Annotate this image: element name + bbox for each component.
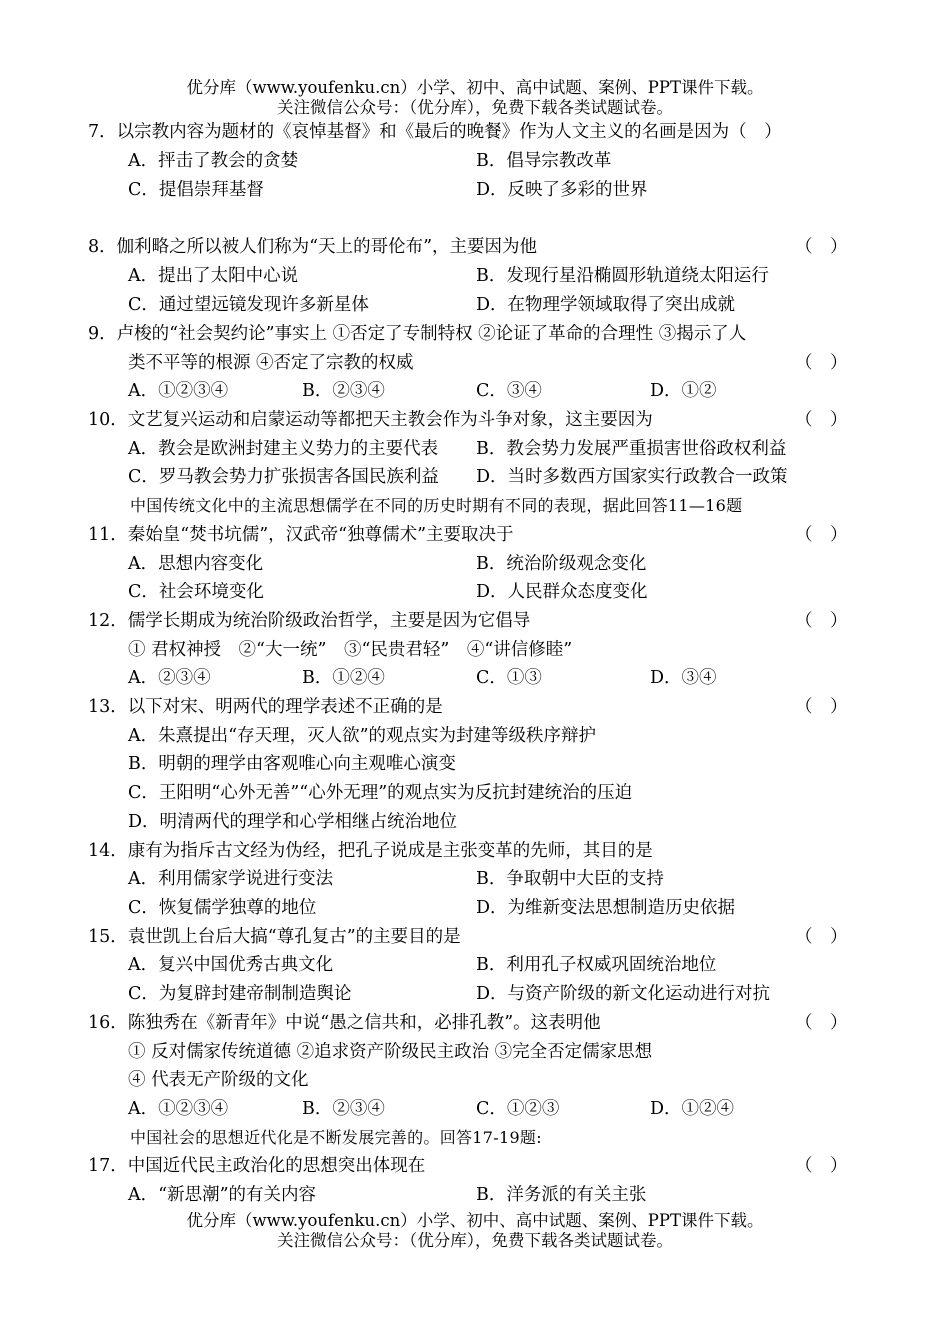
question-12-items: ① 君权神授 ②“大一统” ③“民贵君轻” ④“讲信修睦”: [128, 640, 573, 660]
question-8-answer-bracket: （ ）: [795, 237, 848, 257]
question-12-option-a: A．②③④: [128, 668, 211, 688]
question-12-option-b: B．①②④: [302, 668, 385, 688]
question-16-items-line-2: ④ 代表无产阶级的文化: [128, 1070, 309, 1090]
question-16-option-b: B．②③④: [302, 1099, 385, 1119]
question-7-stem: 7．以宗教内容为题材的《哀悼基督》和《最后的晚餐》作为人文主义的名画是因为（ ）: [88, 122, 782, 142]
question-11-stem: 11．秦始皇“焚书坑儒”，汉武帝“独尊儒术”主要取决于: [88, 525, 514, 545]
question-14-option-d: D．为维新变法思想制造历史依据: [476, 898, 736, 918]
question-10-option-d: D．当时多数西方国家实行政教合一政策: [476, 467, 788, 487]
header-line-1: 优分库（www.youfenku.cn）小学、初中、高中试题、案例、PPT课件下载。: [186, 78, 764, 97]
question-15-stem: 15．袁世凯上台后大搞“尊孔复古”的主要目的是: [88, 927, 461, 947]
question-17-option-a: A．“新思潮”的有关内容: [128, 1185, 317, 1205]
question-15-option-d: D．与资产阶级的新文化运动进行对抗: [476, 984, 771, 1004]
section-intro-17-19: 中国社会的思想近代化是不断发展完善的。回答17-19题:: [130, 1128, 542, 1147]
question-15-option-b: B．利用孔子权威巩固统治地位: [476, 955, 717, 975]
question-9-option-d: D．①②: [650, 381, 717, 401]
question-10-answer-bracket: （ ）: [795, 410, 848, 430]
question-14-option-b: B．争取朝中大臣的支持: [476, 869, 664, 889]
question-7-option-c: C．提倡崇拜基督: [128, 180, 264, 200]
question-15-option-c: C．为复辟封建帝制制造舆论: [128, 984, 352, 1004]
question-17-option-b: B．洋务派的有关主张: [476, 1185, 647, 1205]
question-9-option-a: A．①②③④: [128, 381, 229, 401]
question-10-option-a: A．教会是欧洲封建主义势力的主要代表: [128, 439, 439, 459]
question-13-option-a: A．朱熹提出“存天理，灭人欲”的观点实为封建等级秩序辩护: [128, 726, 597, 746]
question-16-option-c: C．①②③: [476, 1099, 560, 1119]
question-12-answer-bracket: （ ）: [795, 611, 848, 631]
question-7-option-a: A．抨击了教会的贪婪: [128, 151, 299, 171]
question-16-option-d: D．①②④: [650, 1099, 735, 1119]
question-10-option-c: C．罗马教会势力扩张损害各国民族利益: [128, 467, 439, 487]
question-9-stem-line-2: 类不平等的根源 ④否定了宗教的权威: [128, 353, 414, 373]
section-intro-11-16: 中国传统文化中的主流思想儒学在不同的历史时期有不同的表现，据此回答11—16题: [130, 496, 743, 515]
footer-line-2: 关注微信公众号：（优分库），免费下载各类试题试卷。: [277, 1231, 673, 1250]
question-11-option-d: D．人民群众态度变化: [476, 582, 648, 602]
question-11-option-b: B．统治阶级观念变化: [476, 554, 647, 574]
question-13-answer-bracket: （ ）: [795, 697, 848, 717]
question-16-stem: 16．陈独秀在《新青年》中说“愚之信共和，必排孔教”。这表明他: [88, 1013, 601, 1033]
question-12-option-d: D．③④: [650, 668, 717, 688]
question-10-option-b: B．教会势力发展严重损害世俗政权利益: [476, 439, 787, 459]
question-16-option-a: A．①②③④: [128, 1099, 229, 1119]
question-9-answer-bracket: （ ）: [795, 353, 848, 373]
question-13-option-d: D．明清两代的理学和心学相继占统治地位: [128, 812, 458, 832]
question-15-answer-bracket: （ ）: [795, 927, 848, 947]
question-9-stem-line-1: 9．卢梭的“社会契约论”事实上 ①否定了专制特权 ②论证了革命的合理性 ③揭示了人: [88, 324, 747, 344]
question-14-stem: 14．康有为指斥古文经为伪经，把孔子说成是主张变革的先师，其目的是: [88, 841, 653, 861]
question-11-option-a: A．思想内容变化: [128, 554, 264, 574]
question-17-answer-bracket: （ ）: [795, 1156, 848, 1176]
question-13-option-b: B．明朝的理学由客观唯心向主观唯心演变: [128, 754, 456, 774]
question-16-items-line-1: ① 反对儒家传统道德 ②追求资产阶级民主政治 ③完全否定儒家思想: [128, 1042, 653, 1062]
question-14-option-c: C．恢复儒学独尊的地位: [128, 898, 317, 918]
question-11-answer-bracket: （ ）: [795, 525, 848, 545]
question-8-option-b: B．发现行星沿椭圆形轨道绕太阳运行: [476, 266, 769, 286]
question-8-option-a: A．提出了太阳中心说: [128, 266, 299, 286]
question-12-stem: 12．儒学长期成为统治阶级政治哲学，主要是因为它倡导: [88, 611, 531, 631]
question-12-option-c: C．①③: [476, 668, 542, 688]
footer-line-1: 优分库（www.youfenku.cn）小学、初中、高中试题、案例、PPT课件下载。: [186, 1211, 764, 1230]
question-7-option-b: B．倡导宗教改革: [476, 151, 612, 171]
question-16-answer-bracket: （ ）: [795, 1013, 848, 1033]
question-15-option-a: A．复兴中国优秀古典文化: [128, 955, 334, 975]
question-14-option-a: A．利用儒家学说进行变法: [128, 869, 334, 889]
question-17-stem: 17．中国近代民主政治化的思想突出体现在: [88, 1156, 426, 1176]
question-9-option-b: B．②③④: [302, 381, 385, 401]
question-8-option-c: C．通过望远镜发现许多新星体: [128, 295, 369, 315]
header-line-2: 关注微信公众号：（优分库），免费下载各类试题试卷。: [277, 98, 673, 117]
question-9-option-c: C．③④: [476, 381, 542, 401]
question-8-option-d: D．在物理学领域取得了突出成就: [476, 295, 736, 315]
question-10-stem: 10．文艺复兴运动和启蒙运动等都把天主教会作为斗争对象，这主要因为: [88, 410, 653, 430]
question-7-option-d: D．反映了多彩的世界: [476, 180, 648, 200]
question-13-option-c: C．王阳明“心外无善”“心外无理”的观点实为反抗封建统治的压迫: [128, 783, 633, 803]
question-8-stem: 8．伽利略之所以被人们称为“天上的哥伦布”，主要因为他: [88, 237, 538, 257]
question-11-option-c: C．社会环境变化: [128, 582, 264, 602]
question-13-stem: 13．以下对宋、明两代的理学表述不正确的是: [88, 697, 443, 717]
